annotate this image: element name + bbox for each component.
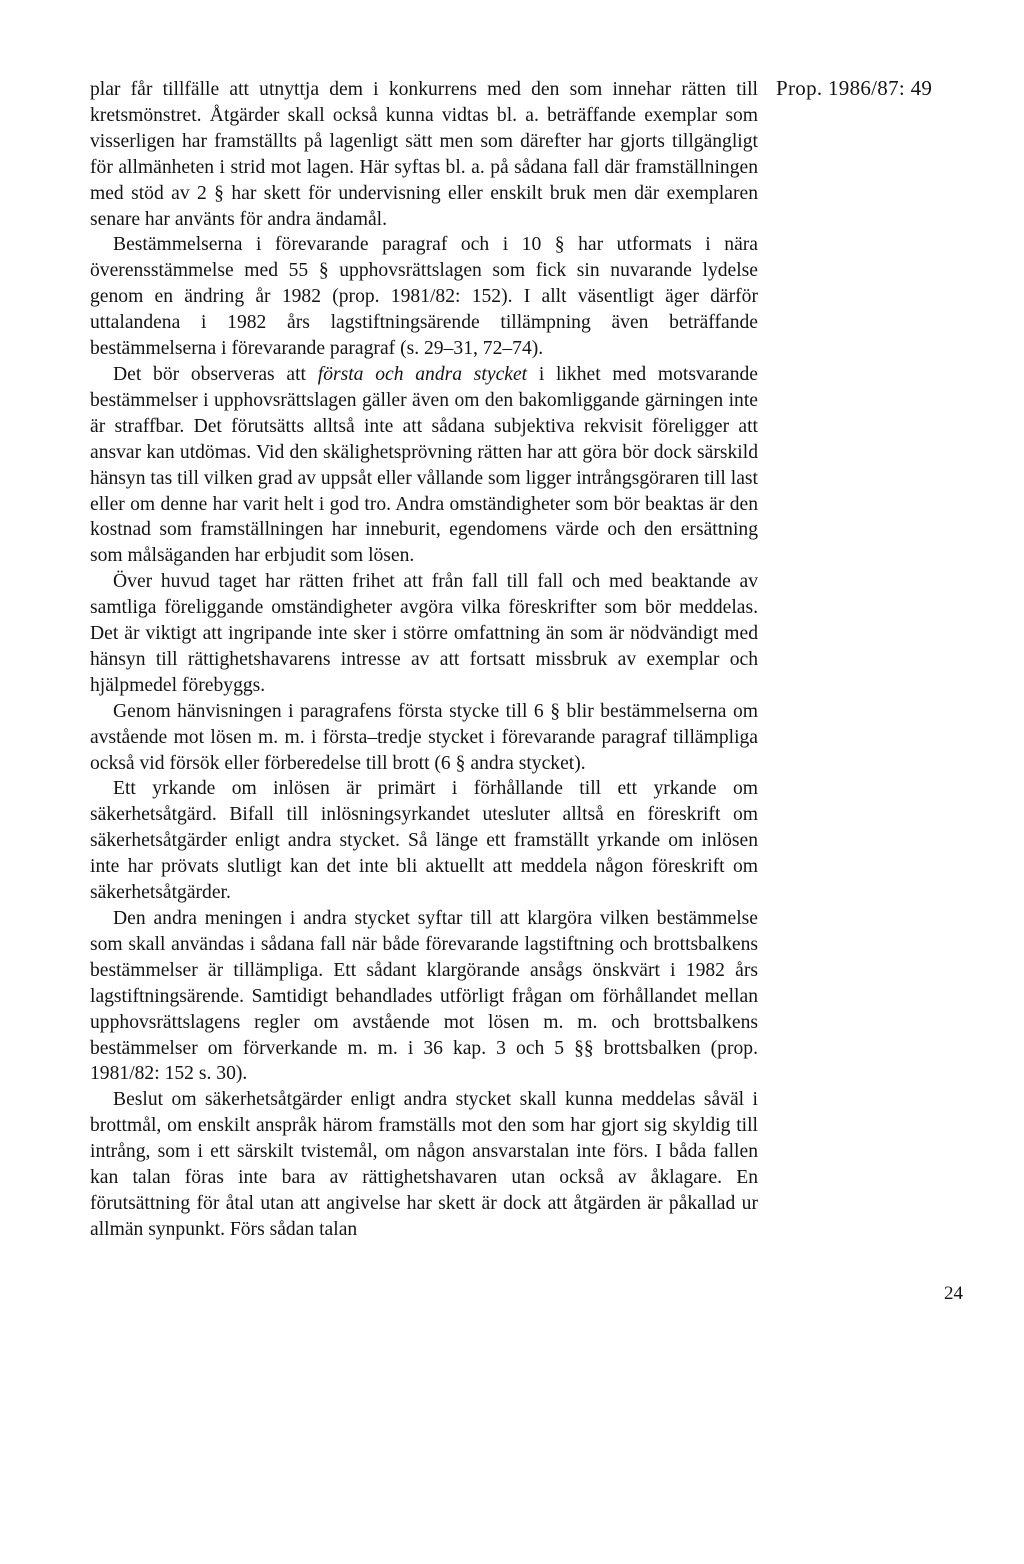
paragraph-observation-italic: första och andra stycket bbox=[317, 363, 528, 385]
paragraph-court-discretion: Över huvud taget har rätten frihet att från fall till fall och med beaktande av samtliga föreliggande omständigheter avgöra vilka föreskrifter som bör meddelas. Det är viktigt att ingripande inte sker i större omfattning än som är nödvändigt med hänsyn till rättighetshavarens intresse av att fortsatt missbruk av exemplar och hjälpmedel förebyggs. bbox=[90, 571, 758, 696]
paragraph-reference-section-6: Genom hänvisningen i paragrafens första stycke till 6 § blir bestämmelserna om avstående mot lösen m. m. i första–tredje stycket i förevarande paragraf tillämpliga också vid försök eller förberedelse till brott (6 § andra stycket). bbox=[90, 700, 758, 774]
proposition-reference: Prop. 1986/87: 49 bbox=[776, 76, 933, 100]
page-number: 24 bbox=[944, 1283, 963, 1304]
paragraph-observation bbox=[90, 362, 758, 569]
paragraph-second-sentence: Den andra meningen i andra stycket syftar till att klargöra vilken bestämmelse som skall användas i sådana fall när både förevarande lagstiftning och brottsbalkens bestämmelser är tillämpliga. Ett sådant klargörande ansågs önskvärt i 1982 års lagstiftningsärende. Samtidigt behandlades utförligt frågan om förhållandet mellan upphovsrättslagens regler om avstående mot lösen m. m. och brottsbalkens bestämmelser om förverkande m. m. i 36 kap. 3 och 5 §§ brottsbalken (prop. 1981/82: 152 s. 30). bbox=[90, 908, 758, 1085]
paragraph-observation-rest: i likhet med motsvarande bestämmelser i upphovsrättslagen gäller även om den bakomliggande gärningen inte är straffbar. Det förutsätts alltså inte att sådana subjektiva rekvisit föreligger att ansvar kan utdömas. Vid den skälighetsprövning rätten har att göra bör dock särskild hänsyn tas till vilken grad av uppsåt eller vållande som ligger intrångsgöraren till last eller om denne har varit helt i god tro. Andra omständigheter som bör beaktas är den kostnad som framställningen har inneburit, egendomens värde och den ersättning som målsäganden har erbjudit som lösen. bbox=[90, 363, 758, 567]
body-text bbox=[90, 77, 758, 1243]
paragraph-observation-lead: Det bör observeras att bbox=[113, 363, 318, 385]
paragraph-provisions: Bestämmelserna i förevarande paragraf och i 10 § har utformats i nära överensstämmelse med 55 § upphovsrättslagen som fick sin nuvarande lydelse genom en ändring år 1982 (prop. 1981/82: 152). I allt väsentligt äger därför uttalandena i 1982 års lagstiftningsärende tillämpning även beträffande bestämmelserna i förevarande paragraf (s. 29–31, 72–74). bbox=[90, 234, 758, 360]
paragraph-security-measures: Beslut om säkerhetsåtgärder enligt andra stycket skall kunna meddelas såväl i brottmål, om enskilt anspråk härom framställs mot den som har gjort sig skyldig till intrång, som i ett särskilt tvistemål, om någon ansvarstalan inte förs. I båda fallen kan talan föras inte bara av rättighetshavaren utan också av åklagare. En förutsättning för åtal utan att angivelse har skett är dock att åtgärden är påkallad ur allmän synpunkt. Förs sådan talan bbox=[90, 1089, 758, 1240]
paragraph-continuation: plar får tillfälle att utnyttja dem i konkurrens med den som innehar rätten till kretsmönstret. Åtgärder skall också kunna vidtas bl. a. beträffande exemplar som visserligen har framställts på lagenligt sätt men som därefter har gjorts tillgängligt för allmänheten i strid mot lagen. Här syftas bl. a. på sådana fall där framställningen med stöd av 2 § har skett för undervisning eller enskilt bruk men där exemplaren senare har använts för andra ändamål. bbox=[90, 79, 758, 230]
paragraph-redemption-claim: Ett yrkande om inlösen är primärt i förhållande till ett yrkande om säkerhetsåtgärd. Bifall till inlösningsyrkandet utesluter alltså en föreskrift om säkerhetsåtgärder enligt andra stycket. Så länge ett framställt yrkande om inlösen inte har prövats slutligt kan det inte bli aktuellt att meddela någon föreskrift om säkerhetsåtgärder. bbox=[90, 778, 758, 904]
